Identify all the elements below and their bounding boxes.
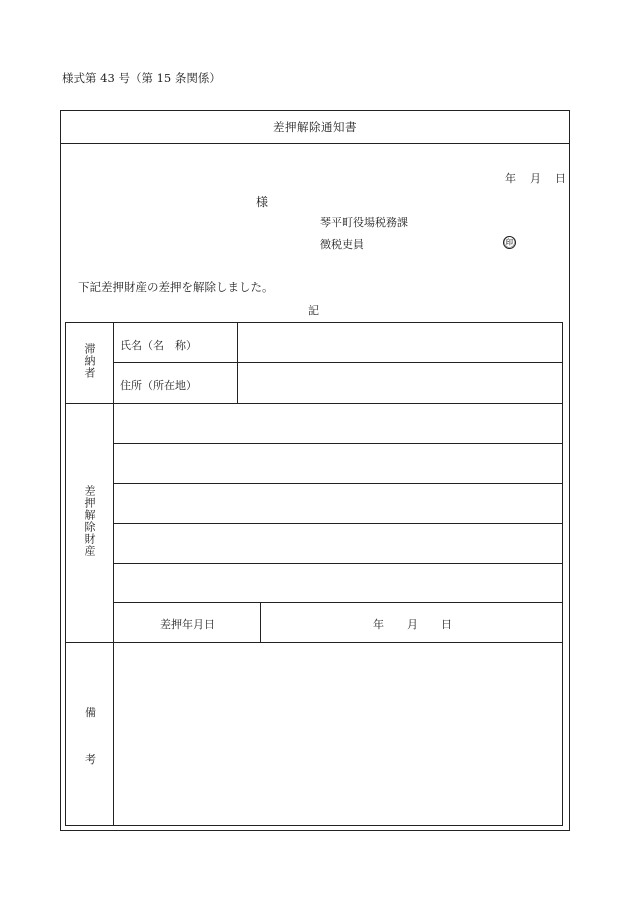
property-section-line [66, 642, 562, 643]
date-line [505, 170, 566, 186]
taxpayer-section-line [66, 403, 562, 404]
seal-mark [503, 236, 516, 249]
form-number: 様式第 43 号（第 15 条関係） [62, 71, 221, 85]
property-row-line-1 [113, 443, 563, 444]
issuing-official: 徴税吏員 [320, 238, 364, 251]
seal-label: ㊞ [504, 236, 515, 249]
property-row-line-5 [113, 602, 563, 603]
property-row-line-4 [113, 563, 563, 564]
date-day: 日 [555, 172, 566, 185]
seizure-date-divider [260, 602, 261, 642]
seizure-date-month: 月 [407, 618, 418, 631]
record-mark: 記 [308, 304, 319, 317]
name-row-line [113, 362, 563, 363]
property-row-line-2 [113, 483, 563, 484]
remarks-label-2: 考 [85, 753, 96, 766]
date-year: 年 [505, 172, 516, 185]
date-month: 月 [530, 172, 541, 185]
details-table [65, 322, 563, 826]
remarks-label-1: 備 [85, 706, 96, 719]
issuing-office: 琴平町役場税務課 [320, 216, 408, 229]
seizure-date-year: 年 [373, 618, 384, 631]
addressee-suffix: 様 [256, 195, 269, 209]
seizure-date-label: 差押年月日 [160, 618, 215, 631]
property-row-line-3 [113, 523, 563, 524]
label-column-divider [113, 323, 114, 825]
name-label: 氏名（名 称） [120, 339, 197, 352]
taxpayer-label: 滞納者 [83, 343, 96, 379]
document-title: 差押解除通知書 [60, 110, 570, 144]
property-label: 差押解除財産 [83, 485, 96, 557]
taxpayer-field-divider [237, 323, 238, 403]
seizure-date-day: 日 [441, 618, 452, 631]
release-statement: 下記差押財産の差押を解除しました。 [78, 280, 274, 294]
address-label: 住所（所在地） [120, 379, 197, 392]
